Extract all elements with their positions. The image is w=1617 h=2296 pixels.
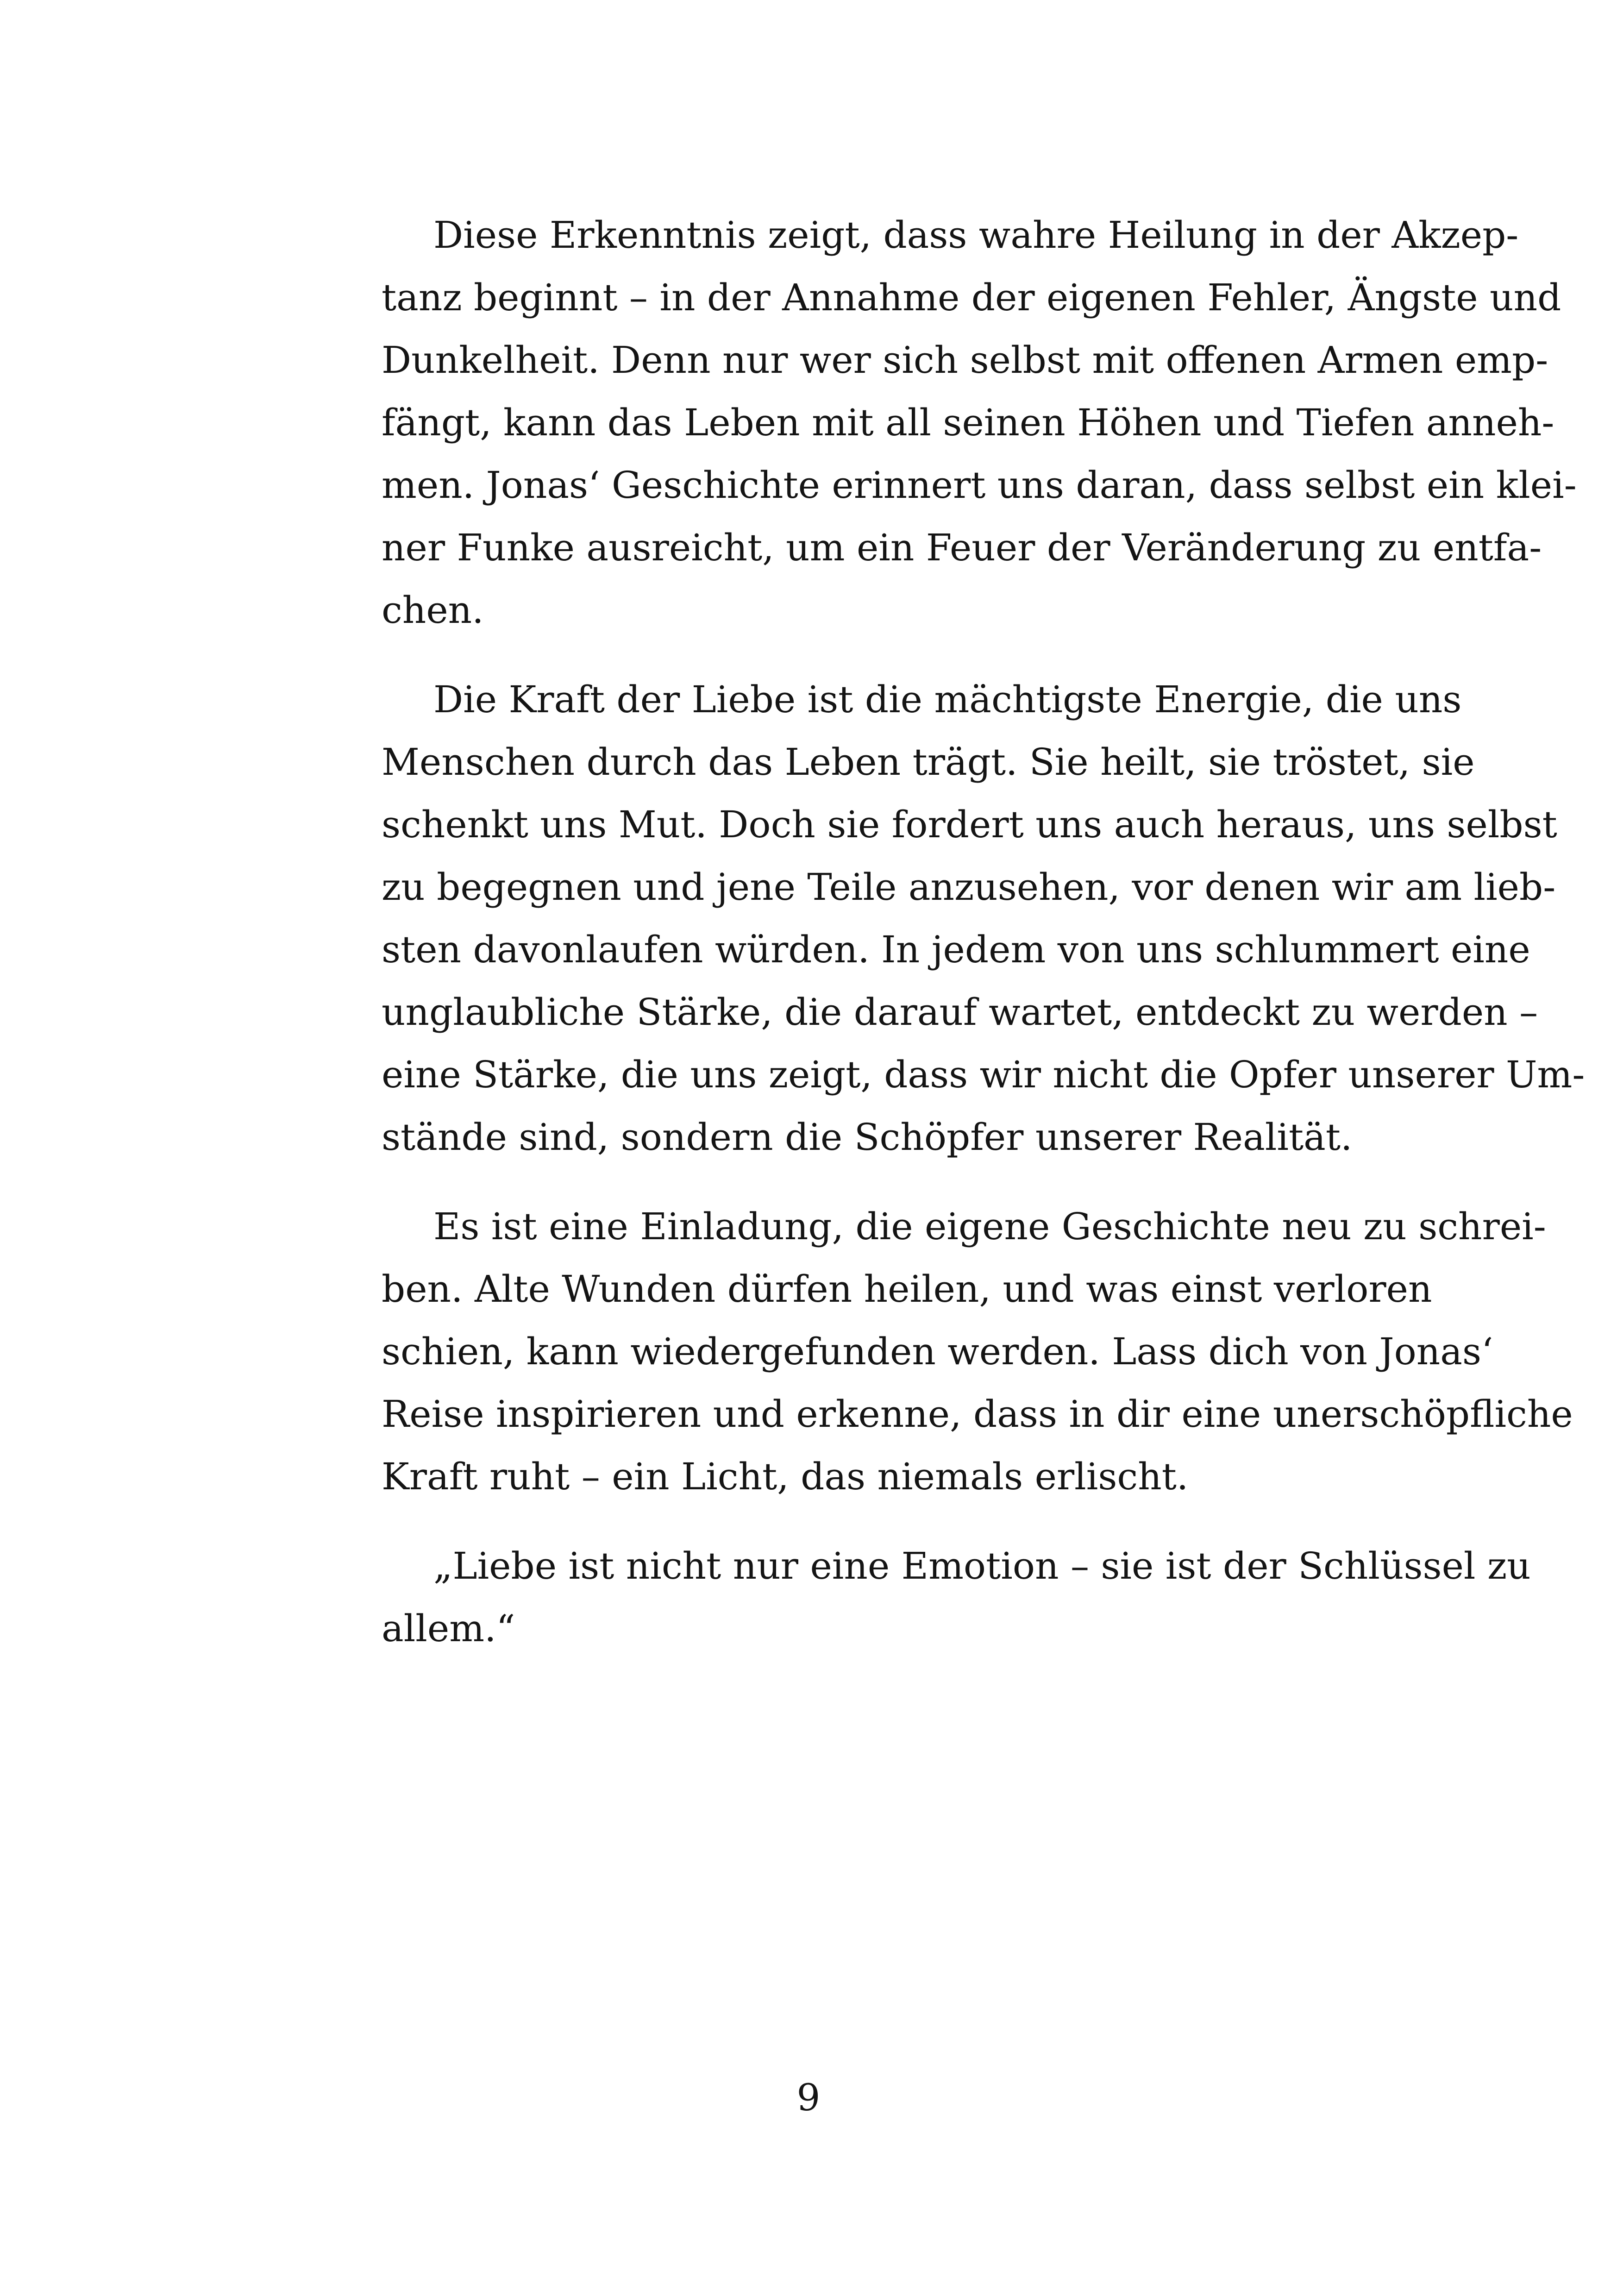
text-line: chen.	[382, 589, 484, 632]
text-line: unglaubliche Stärke, die darauf wartet, entdeckt zu werden –	[382, 991, 1538, 1034]
text-line: fängt, kann das Leben mit all seinen Höhen und Tiefen anneh-	[382, 401, 1554, 444]
body-text	[382, 204, 1585, 1660]
text-line: Diese Erkenntnis zeigt, dass wahre Heilung in der Akzep-	[433, 213, 1519, 257]
text-line: zu begegnen und jene Teile anzusehen, vor denen wir am lieb-	[382, 866, 1556, 909]
text-line: tanz beginnt – in der Annahme der eigenen Fehler, Ängste und	[382, 276, 1561, 319]
text-line: Es ist eine Einladung, die eigene Geschichte neu zu schrei-	[433, 1205, 1546, 1248]
text-line: men. Jonas‘ Geschichte erinnert uns daran, dass selbst ein klei-	[382, 464, 1577, 507]
page-number: 9	[796, 2076, 821, 2119]
text-line: Menschen durch das Leben trägt. Sie heilt, sie tröstet, sie	[382, 740, 1475, 784]
text-line: ben. Alte Wunden dürfen heilen, und was einst verloren	[382, 1267, 1432, 1311]
quote-paragraph	[382, 1535, 1531, 1660]
paragraph	[382, 1195, 1573, 1508]
text-line: Kraft ruht – ein Licht, das niemals erlischt.	[382, 1455, 1189, 1498]
text-line: eine Stärke, die uns zeigt, dass wir nicht die Opfer unserer Um-	[382, 1053, 1585, 1096]
text-line: schien, kann wiedergefunden werden. Lass dich von Jonas‘	[382, 1330, 1493, 1373]
text-line: Dunkelheit. Denn nur wer sich selbst mit offenen Armen emp-	[382, 339, 1548, 382]
paragraph	[382, 668, 1585, 1168]
text-line: sten davonlaufen würden. In jedem von uns schlummert eine	[382, 928, 1530, 971]
text-line: allem.“	[382, 1607, 515, 1650]
text-line: ner Funke ausreicht, um ein Feuer der Veränderung zu entfa-	[382, 526, 1542, 569]
text-line: Reise inspirieren und erkenne, dass in dir eine unerschöpfliche	[382, 1393, 1573, 1436]
text-line: Die Kraft der Liebe ist die mächtigste Energie, die uns	[433, 678, 1462, 721]
text-line: stände sind, sondern die Schöpfer unserer Realität.	[382, 1116, 1353, 1159]
paragraph	[382, 204, 1577, 641]
text-line: „Liebe ist nicht nur eine Emotion – sie ist der Schlüssel zu	[433, 1544, 1531, 1587]
text-line: schenkt uns Mut. Doch sie fordert uns auch heraus, uns selbst	[382, 803, 1557, 846]
